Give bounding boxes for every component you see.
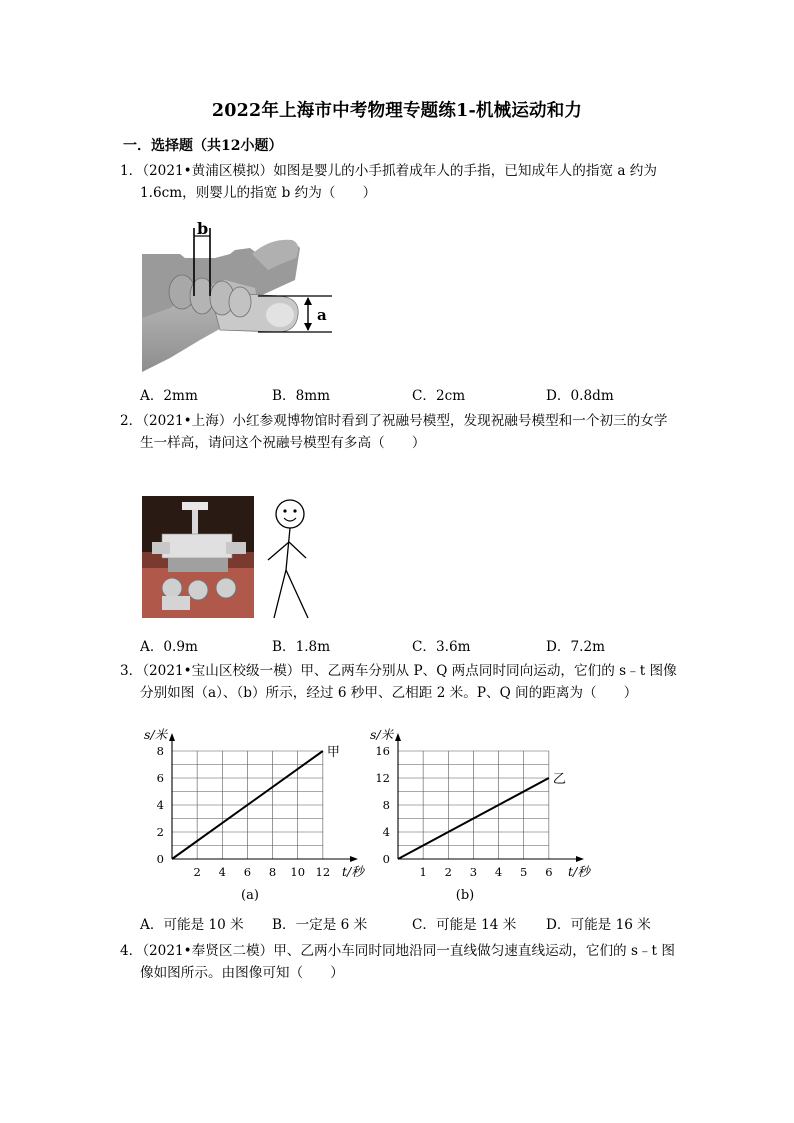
question-4-line-2: 像如图所示。由图像可知（ ） [140,965,344,981]
series-label: 甲 [326,745,340,760]
x-tick-label: 6 [243,865,252,879]
hand-finger-figure [140,218,340,374]
y-axis-label: s/米 [370,727,394,742]
b-label: b [197,219,209,238]
q1-option-d[interactable]: D．0.8dm [546,388,614,404]
x-axis-label: t/秒 [342,864,364,879]
x-tick-label: 5 [520,865,528,879]
x-axis-label: t/秒 [568,864,590,879]
x-tick-label: 4 [218,865,226,879]
q2-option-c[interactable]: C．3.6m [412,639,471,655]
x-tick-label: 2 [444,865,452,879]
rover-body [162,534,232,558]
q3-option-c[interactable]: C．可能是 14 米 [412,917,517,933]
question-1-line-2: 1.6cm，则婴儿的指宽 b 约为（ ） [140,185,377,201]
x-axis-arrow [576,856,584,862]
y-tick-label: 16 [375,744,390,758]
rover-panel-left [152,542,170,554]
y-tick-label: 6 [156,771,164,785]
a-arrow-up [304,297,312,305]
question-1 [120,160,680,204]
y-axis-arrow [395,733,401,741]
y-axis-arrow [169,733,175,741]
stick-figure-right-eye [293,509,296,512]
question-4-line-1: 4．（2021•奉贤区二模）甲、乙两小车同时同地沿同一直线做匀速直线运动，它们的 s﹣t 图 [120,943,675,959]
y-tick-label: 0 [382,852,390,866]
x-tick-label: 3 [469,865,478,879]
y-tick-label: 2 [156,825,164,839]
y-tick-label: 8 [156,744,164,758]
stick-figure-head [276,500,304,528]
q1-option-a[interactable]: A．2mm [140,388,198,404]
rover-camera [182,502,208,510]
q2-option-d[interactable]: D．7.2m [546,639,606,655]
stick-figure-smile [284,518,296,521]
q1-option-b[interactable]: B．8mm [272,388,331,404]
rover-model-photo [142,496,254,618]
stick-figure-right-leg [286,570,308,618]
rover-wheel-1 [162,578,182,598]
section-heading: 一．选择题（共12小题） [123,138,283,154]
x-tick-label: 12 [315,865,331,879]
stick-figure-girl [262,494,314,622]
rover-chassis [168,558,228,572]
y-tick-label: 12 [375,771,390,785]
q2-option-b[interactable]: B．1.8m [272,639,331,655]
chart-a [138,712,368,906]
q3-option-d[interactable]: D．可能是 16 米 [546,917,651,933]
rover-panel-right [226,542,246,554]
fingernail [266,303,294,327]
q3-option-a[interactable]: A．可能是 10 米 [140,917,244,933]
question-2-line-1: 2．（2021•上海）小红参观博物馆时看到了祝融号模型，发现祝融号模型和一个初三的女学 [120,413,668,429]
stick-figure-left-eye [283,509,286,512]
rover-wheel-3 [216,578,236,598]
rover-wheel-2 [188,580,208,600]
x-tick-label: 10 [290,865,306,879]
x-tick-label: 6 [545,865,553,879]
question-3-line-1: 3．（2021•宝山区校级一模）甲、乙两车分别从 P、Q 两点同时同向运动，它们的 s﹣t 图像 [120,663,677,679]
question-2 [120,410,680,454]
q3-option-b[interactable]: B．一定是 6 米 [272,917,368,933]
series-label: 乙 [552,772,566,787]
baby-finger-4 [229,287,251,317]
y-tick-label: 0 [156,852,164,866]
y-tick-label: 4 [382,825,390,839]
x-tick-label: 4 [494,865,503,879]
question-4 [120,940,680,984]
stick-figure-left-leg [274,570,286,618]
q2-option-a[interactable]: A．0.9m [140,639,198,655]
chart-caption: (b) [455,888,475,903]
x-tick-label: 2 [193,865,201,879]
stick-figure-left-arm [268,542,289,560]
question-2-line-2: 生一样高，请问这个祝融号模型有多高（ ） [140,435,426,451]
question-3-line-2: 分别如图（a）、（b）所示，经过 6 秒甲、乙相距 2 米。P、Q 间的距离为（ ） [140,685,638,701]
x-tick-label: 8 [268,865,277,879]
y-axis-label: s/米 [144,727,168,742]
chart-b [364,712,600,906]
stick-figure-right-arm [289,542,306,558]
x-tick-label: 1 [419,865,427,879]
y-tick-label: 4 [156,798,164,812]
x-axis-arrow [350,856,358,862]
a-arrow-down [304,323,312,331]
question-3 [120,660,680,704]
chart-caption: (a) [241,888,259,903]
stick-figure-body [286,528,290,570]
a-label: a [317,306,327,324]
document-title: 2022年上海市中考物理专题练1-机械运动和力 [211,101,583,121]
question-1-line-1: 1．（2021•黄浦区模拟）如图是婴儿的小手抓着成年人的手指，已知成年人的指宽 a 约为 [120,163,657,179]
y-tick-label: 8 [382,798,390,812]
rover-wheel-front [162,596,190,610]
q1-option-c[interactable]: C．2cm [412,388,466,404]
